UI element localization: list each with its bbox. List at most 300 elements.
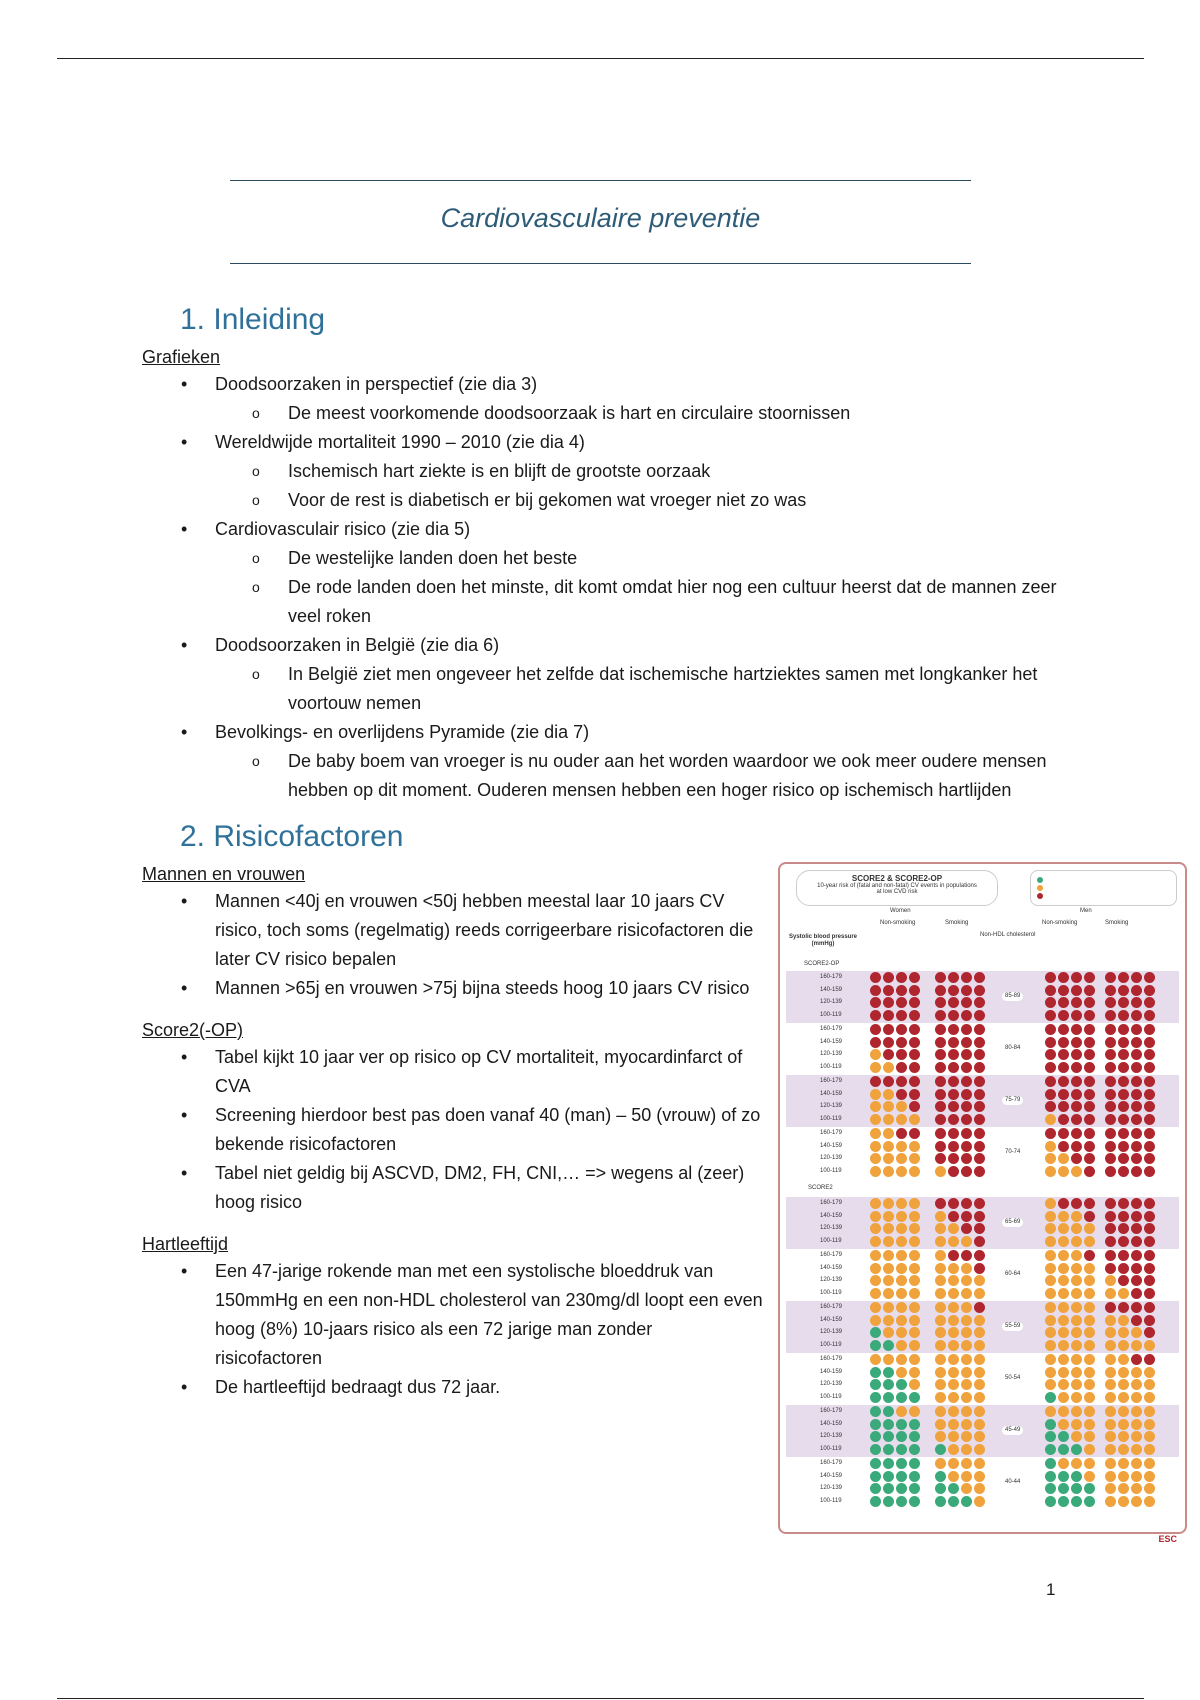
risk-cell xyxy=(1144,1419,1155,1430)
risk-cell xyxy=(961,1302,972,1313)
risk-cell xyxy=(1118,1101,1129,1112)
risk-cell xyxy=(935,1198,946,1209)
risk-cell xyxy=(1131,1496,1142,1507)
bp-row-label: 120-139 xyxy=(820,1103,843,1109)
risk-cell xyxy=(883,1114,894,1125)
risk-cell xyxy=(909,1153,920,1164)
risk-cell xyxy=(870,1444,881,1455)
risk-cell xyxy=(1045,1024,1056,1035)
risk-cell xyxy=(935,1223,946,1234)
risk-cell xyxy=(1105,1431,1116,1442)
age-label: 60-64 xyxy=(1002,1270,1023,1279)
risk-cell xyxy=(883,1302,894,1313)
risk-cell xyxy=(883,1263,894,1274)
risk-cell xyxy=(1084,1367,1095,1378)
risk-cell xyxy=(896,1302,907,1313)
risk-cell xyxy=(1058,1419,1069,1430)
risk-cell xyxy=(909,997,920,1008)
risk-cell xyxy=(1058,1128,1069,1139)
risk-cell xyxy=(1058,1236,1069,1247)
risk-cell xyxy=(1045,1315,1056,1326)
age-label: 55-59 xyxy=(1002,1322,1023,1331)
risk-cell xyxy=(883,1024,894,1035)
risk-cell xyxy=(1084,1431,1095,1442)
subheading-score2: Score2(-OP) xyxy=(142,1020,244,1040)
header-rule xyxy=(57,58,1144,59)
women-label: Women xyxy=(890,908,911,914)
risk-cell xyxy=(870,1367,881,1378)
bullet-item: • Doodsoorzaken in perspectief (zie dia 3) xyxy=(142,370,1072,399)
risk-cell xyxy=(1084,1049,1095,1060)
risk-cell xyxy=(948,1089,959,1100)
sub-bullet-item: o De baby boem van vroeger is nu ouder aan het worden waardoor we ook meer oudere mensen hebben op dit moment. Ouderen mensen hebben een hoger risico op ischemisch hartlijden xyxy=(142,747,1072,805)
risk-cell xyxy=(1071,1250,1082,1261)
smoking-women: Smoking xyxy=(945,920,969,926)
risk-cell xyxy=(948,1354,959,1365)
risk-cell xyxy=(896,972,907,983)
risk-cell xyxy=(896,1263,907,1274)
risk-cell xyxy=(948,1010,959,1021)
bp-row-label: 120-139 xyxy=(820,1277,843,1283)
risk-cell xyxy=(1058,985,1069,996)
risk-cell xyxy=(1084,1458,1095,1469)
risk-cell xyxy=(974,1302,985,1313)
bp-row-label: 160-179 xyxy=(820,1460,843,1466)
risk-cell xyxy=(1105,1250,1116,1261)
risk-cell xyxy=(935,1354,946,1365)
risk-cell xyxy=(1144,1128,1155,1139)
risk-cell xyxy=(1118,1483,1129,1494)
risk-cell xyxy=(870,1354,881,1365)
risk-cell xyxy=(948,1049,959,1060)
risk-cell xyxy=(1118,1089,1129,1100)
risk-cell xyxy=(1071,1275,1082,1286)
risk-cell xyxy=(1131,1101,1142,1112)
risk-cell xyxy=(870,1496,881,1507)
risk-cell xyxy=(896,1419,907,1430)
risk-cell xyxy=(974,1101,985,1112)
risk-cell xyxy=(961,1392,972,1403)
risk-cell xyxy=(948,1379,959,1390)
risk-cell xyxy=(870,1076,881,1087)
risk-cell xyxy=(1045,1458,1056,1469)
risk-cell xyxy=(948,1471,959,1482)
age-label: 75-79 xyxy=(1002,1096,1023,1105)
risk-cell xyxy=(935,1263,946,1274)
risk-grid xyxy=(780,864,1185,1532)
risk-cell xyxy=(1084,1496,1095,1507)
bp-row-label: 100-119 xyxy=(820,1011,842,1018)
risk-cell xyxy=(961,1419,972,1430)
sub-bullet-item: o In België ziet men ongeveer het zelfde dat ischemische hartziektes samen met longkanker het voortouw nemen xyxy=(142,660,1072,718)
risk-cell xyxy=(1045,997,1056,1008)
risk-cell xyxy=(974,1367,985,1378)
risk-cell xyxy=(909,1250,920,1261)
bp-row-label: 140-159 xyxy=(820,1264,843,1271)
risk-cell xyxy=(870,1062,881,1073)
bp-row-label: 100-119 xyxy=(820,1115,842,1122)
risk-cell xyxy=(883,1392,894,1403)
risk-cell xyxy=(1045,1444,1056,1455)
bp-row-label: 140-159 xyxy=(820,1368,843,1375)
op-label: SCORE2-OP xyxy=(804,961,840,967)
risk-cell xyxy=(1045,1223,1056,1234)
risk-cell xyxy=(948,1431,959,1442)
risk-cell xyxy=(1071,1076,1082,1087)
risk-cell xyxy=(1084,1419,1095,1430)
risk-cell xyxy=(1144,1263,1155,1274)
subheading-grafieken: Grafieken xyxy=(142,347,221,367)
risk-cell xyxy=(1071,1315,1082,1326)
risk-cell xyxy=(870,1211,881,1222)
risk-cell xyxy=(1084,1101,1095,1112)
bp-row-label: 120-139 xyxy=(820,1381,843,1387)
risk-cell xyxy=(896,1101,907,1112)
risk-cell xyxy=(1131,1471,1142,1482)
risk-cell xyxy=(1084,1198,1095,1209)
risk-cell xyxy=(1105,1367,1116,1378)
risk-cell xyxy=(870,1340,881,1351)
risk-cell xyxy=(909,1114,920,1125)
risk-cell xyxy=(1144,1406,1155,1417)
risk-cell xyxy=(1118,1037,1129,1048)
risk-cell xyxy=(1045,1496,1056,1507)
risk-cell xyxy=(883,1153,894,1164)
risk-cell xyxy=(896,1354,907,1365)
risk-cell xyxy=(1045,1166,1056,1177)
risk-cell xyxy=(1045,1076,1056,1087)
risk-cell xyxy=(961,1010,972,1021)
bullet-item: • Doodsoorzaken in België (zie dia 6) xyxy=(142,631,1072,660)
risk-cell xyxy=(1045,1379,1056,1390)
risk-cell xyxy=(1084,1444,1095,1455)
risk-cell xyxy=(1144,1483,1155,1494)
risk-cell xyxy=(974,1049,985,1060)
score2-label: SCORE2 xyxy=(808,1185,833,1191)
bullet-item: • Bevolkings- en overlijdens Pyramide (zie dia 7) xyxy=(142,718,1072,747)
risk-cell xyxy=(935,1101,946,1112)
risk-cell xyxy=(948,1302,959,1313)
risk-cell xyxy=(1058,1076,1069,1087)
risk-cell xyxy=(1058,1340,1069,1351)
risk-cell xyxy=(870,1263,881,1274)
risk-cell xyxy=(961,1101,972,1112)
risk-cell xyxy=(909,1444,920,1455)
score2-risk-chart-figure xyxy=(778,862,1187,1544)
risk-cell xyxy=(909,1166,920,1177)
risk-cell xyxy=(1118,1379,1129,1390)
risk-cell xyxy=(1118,1263,1129,1274)
risk-cell xyxy=(1144,1010,1155,1021)
risk-cell xyxy=(909,1101,920,1112)
risk-cell xyxy=(909,985,920,996)
risk-cell xyxy=(1118,1128,1129,1139)
risk-cell xyxy=(1045,1419,1056,1430)
risk-cell xyxy=(961,1049,972,1060)
risk-cell xyxy=(1071,972,1082,983)
risk-cell xyxy=(1105,1263,1116,1274)
risk-cell xyxy=(1071,1419,1082,1430)
risk-cell xyxy=(1045,1327,1056,1338)
risk-cell xyxy=(1118,1367,1129,1378)
risk-cell xyxy=(1045,1263,1056,1274)
age-label: 85-89 xyxy=(1002,992,1023,1001)
risk-cell xyxy=(883,1128,894,1139)
risk-cell xyxy=(909,1275,920,1286)
risk-cell xyxy=(1131,1223,1142,1234)
risk-cell xyxy=(948,1037,959,1048)
age-label: 50-54 xyxy=(1002,1374,1023,1383)
risk-cell xyxy=(974,997,985,1008)
risk-cell xyxy=(974,1166,985,1177)
risk-cell xyxy=(1071,1114,1082,1125)
risk-cell xyxy=(1131,972,1142,983)
risk-cell xyxy=(1058,1275,1069,1286)
risk-cell xyxy=(1144,1379,1155,1390)
risk-cell xyxy=(1071,1379,1082,1390)
risk-cell xyxy=(1105,1471,1116,1482)
subheading-hartleeftijd: Hartleeftijd xyxy=(142,1234,229,1254)
risk-cell xyxy=(935,1153,946,1164)
risk-cell xyxy=(1084,1379,1095,1390)
risk-cell xyxy=(1118,1496,1129,1507)
risk-cell xyxy=(883,1471,894,1482)
bp-row-label: 120-139 xyxy=(820,1485,843,1491)
risk-cell xyxy=(896,985,907,996)
risk-cell xyxy=(948,1250,959,1261)
risk-cell xyxy=(909,1141,920,1152)
risk-cell xyxy=(909,1263,920,1274)
risk-cell xyxy=(935,1288,946,1299)
risk-cell xyxy=(1144,1288,1155,1299)
risk-cell xyxy=(883,1288,894,1299)
risk-cell xyxy=(870,1406,881,1417)
risk-cell xyxy=(1105,1496,1116,1507)
risk-cell xyxy=(1084,1406,1095,1417)
risk-cell xyxy=(1084,1275,1095,1286)
risk-cell xyxy=(1144,1367,1155,1378)
risk-cell xyxy=(1058,1444,1069,1455)
risk-cell xyxy=(896,1315,907,1326)
risk-cell xyxy=(1105,972,1116,983)
sub-bullet-item: o De rode landen doen het minste, dit komt omdat hier nog een cultuur heerst dat de mannen zeer veel roken xyxy=(142,573,1072,631)
risk-cell xyxy=(974,1327,985,1338)
risk-cell xyxy=(870,1327,881,1338)
risk-cell xyxy=(974,1114,985,1125)
risk-cell xyxy=(1105,1166,1116,1177)
risk-cell xyxy=(883,1315,894,1326)
risk-cell xyxy=(1118,1198,1129,1209)
bullet-item: • Tabel niet geldig bij ASCVD, DM2, FH, CNI,… => wegens al (zeer) hoog risico xyxy=(142,1159,764,1217)
risk-cell xyxy=(909,1062,920,1073)
risk-cell xyxy=(909,1367,920,1378)
risk-cell xyxy=(896,1141,907,1152)
risk-cell xyxy=(1058,1153,1069,1164)
risk-cell xyxy=(896,1327,907,1338)
risk-cell xyxy=(935,972,946,983)
risk-cell xyxy=(896,1406,907,1417)
risk-cell xyxy=(1071,1141,1082,1152)
risk-cell xyxy=(1084,1141,1095,1152)
risk-cell xyxy=(883,1340,894,1351)
risk-cell xyxy=(1105,1327,1116,1338)
risk-cell xyxy=(974,1076,985,1087)
risk-cell xyxy=(870,1128,881,1139)
risk-cell xyxy=(1144,1166,1155,1177)
risk-cell xyxy=(1105,1076,1116,1087)
risk-cell xyxy=(1144,1236,1155,1247)
risk-cell xyxy=(948,1166,959,1177)
risk-cell xyxy=(1144,972,1155,983)
risk-cell xyxy=(883,1431,894,1442)
risk-cell xyxy=(1045,1354,1056,1365)
risk-cell xyxy=(896,1444,907,1455)
risk-cell xyxy=(1084,1392,1095,1403)
risk-cell xyxy=(935,1211,946,1222)
risk-cell xyxy=(1144,1250,1155,1261)
risk-cell xyxy=(948,1340,959,1351)
risk-cell xyxy=(948,1223,959,1234)
risk-cell xyxy=(870,1010,881,1021)
risk-cell xyxy=(1071,997,1082,1008)
bp-row-label: 100-119 xyxy=(820,1063,842,1070)
risk-cell xyxy=(1084,1263,1095,1274)
risk-cell xyxy=(961,1198,972,1209)
risk-cell xyxy=(896,1114,907,1125)
risk-cell xyxy=(1058,1288,1069,1299)
age-label: 80-84 xyxy=(1002,1044,1023,1053)
risk-cell xyxy=(909,1483,920,1494)
page-number: 1 xyxy=(1046,1580,1056,1599)
risk-cell xyxy=(974,1198,985,1209)
risk-cell xyxy=(974,1037,985,1048)
risk-cell xyxy=(909,1037,920,1048)
risk-cell xyxy=(1071,1458,1082,1469)
risk-cell xyxy=(1058,1431,1069,1442)
risk-cell xyxy=(1118,1153,1129,1164)
risk-cell xyxy=(1131,1236,1142,1247)
bp-row-label: 120-139 xyxy=(820,1329,843,1335)
risk-cell xyxy=(1131,1128,1142,1139)
risk-cell xyxy=(909,1049,920,1060)
risk-cell xyxy=(1105,1458,1116,1469)
risk-cell xyxy=(909,1010,920,1021)
risk-cell xyxy=(1058,1089,1069,1100)
risk-cell xyxy=(1131,1444,1142,1455)
risk-cell xyxy=(1105,1419,1116,1430)
risk-cell xyxy=(948,1211,959,1222)
bp-row-label: 140-159 xyxy=(820,1142,843,1149)
risk-cell xyxy=(1084,1037,1095,1048)
risk-cell xyxy=(883,1198,894,1209)
score2-list xyxy=(142,1043,764,1217)
risk-cell xyxy=(896,1367,907,1378)
risk-cell xyxy=(1131,1483,1142,1494)
risk-cell xyxy=(974,985,985,996)
bullet-item: • Cardiovasculair risico (zie dia 5) xyxy=(142,515,1072,544)
risk-cell xyxy=(1071,1327,1082,1338)
risk-cell xyxy=(1058,1302,1069,1313)
risk-cell xyxy=(870,997,881,1008)
risk-cell xyxy=(909,1458,920,1469)
risk-cell xyxy=(1144,1223,1155,1234)
risk-cell xyxy=(896,1198,907,1209)
risk-cell xyxy=(883,1223,894,1234)
risk-cell xyxy=(1118,972,1129,983)
risk-cell xyxy=(935,1392,946,1403)
risk-cell xyxy=(1105,1444,1116,1455)
risk-cell xyxy=(896,1458,907,1469)
esc-logo: ESC xyxy=(1158,1534,1177,1544)
risk-cell xyxy=(909,1419,920,1430)
risk-cell xyxy=(1118,985,1129,996)
risk-cell xyxy=(1105,1302,1116,1313)
risk-cell xyxy=(1058,1250,1069,1261)
risk-cell xyxy=(870,1114,881,1125)
risk-cell xyxy=(870,972,881,983)
risk-cell xyxy=(961,985,972,996)
risk-cell xyxy=(1144,1024,1155,1035)
bp-row-label: 140-159 xyxy=(820,1316,843,1323)
risk-cell xyxy=(935,1379,946,1390)
risk-cell xyxy=(1105,1062,1116,1073)
risk-cell xyxy=(1118,1114,1129,1125)
risk-cell xyxy=(1084,1076,1095,1087)
risk-cell xyxy=(935,1406,946,1417)
risk-cell xyxy=(1105,1354,1116,1365)
risk-cell xyxy=(1105,1089,1116,1100)
risk-cell xyxy=(909,1379,920,1390)
risk-cell xyxy=(935,1128,946,1139)
risk-cell xyxy=(1084,1211,1095,1222)
risk-cell xyxy=(961,1379,972,1390)
risk-cell xyxy=(935,985,946,996)
risk-cell xyxy=(948,1198,959,1209)
bp-row-label: 140-159 xyxy=(820,986,843,993)
risk-cell xyxy=(883,1089,894,1100)
risk-cell xyxy=(909,1076,920,1087)
risk-cell xyxy=(974,1340,985,1351)
risk-cell xyxy=(1144,1089,1155,1100)
risk-cell xyxy=(961,1340,972,1351)
risk-cell xyxy=(1045,1275,1056,1286)
risk-cell xyxy=(974,1236,985,1247)
risk-cell xyxy=(935,1049,946,1060)
risk-cell xyxy=(1058,1327,1069,1338)
risk-cell xyxy=(1118,1250,1129,1261)
risk-cell xyxy=(935,1471,946,1482)
risk-cell xyxy=(1105,985,1116,996)
risk-cell xyxy=(1144,1302,1155,1313)
risk-cell xyxy=(1084,1354,1095,1365)
risk-cell xyxy=(961,1089,972,1100)
risk-cell xyxy=(974,1315,985,1326)
risk-cell xyxy=(935,1275,946,1286)
risk-cell xyxy=(896,1483,907,1494)
risk-cell xyxy=(909,1496,920,1507)
risk-cell xyxy=(1131,1379,1142,1390)
inleiding-list xyxy=(142,370,1072,805)
risk-cell xyxy=(961,1166,972,1177)
bp-row-label: 120-139 xyxy=(820,999,843,1005)
risk-cell xyxy=(974,1354,985,1365)
title-rule-top xyxy=(230,180,971,181)
bp-row-label: 160-179 xyxy=(820,1252,843,1258)
risk-cell xyxy=(1045,985,1056,996)
risk-cell xyxy=(1131,1354,1142,1365)
risk-cell xyxy=(1105,1153,1116,1164)
risk-cell xyxy=(961,1444,972,1455)
